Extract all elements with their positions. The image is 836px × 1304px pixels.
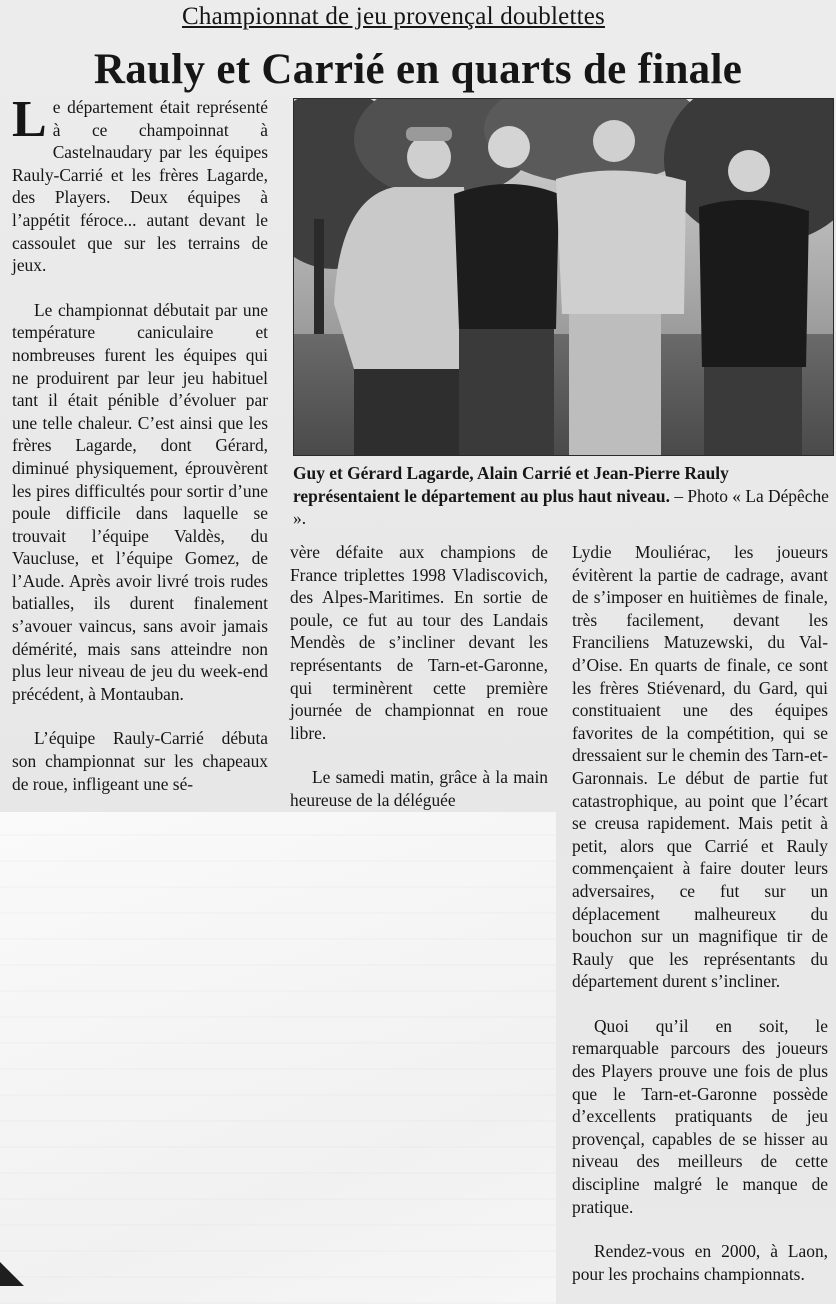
article-kicker: Championnat de jeu provençal doublettes xyxy=(182,3,605,30)
paragraph: Rendez-vous en 2000, à Laon, pour les prochains championnats. xyxy=(572,1241,828,1284)
paragraph xyxy=(12,91,268,277)
paragraph: Le samedi matin, grâce à la main heureuse de la déléguée xyxy=(290,767,548,810)
blank-paper-area xyxy=(0,812,556,1304)
paragraph: Lydie Mouliérac, les joueurs évitèrent la partie de cadrage, avant de s’imposer en huitièmes de finale, très facilement, devant les Franciliens Matuzewski, du Val-d’Oise. En quarts de finale, ce sont les frères Stiévenard, du Gard, qui constituaient une des équipes favorites de la compétition, qui se dressaient sur le chemin des Tarn-et-Garonnais. Le début de partie fut catastrophique, au point que l’écart se creusa rapidement. Mais petit à petit, alors que Carrié et Rauly commençaient à faire douter leurs adversaires, ce fut sur un déplacement malheureux du bouchon sur un magnifique tir de Rauly que les représentants du département durent s’incliner. xyxy=(572,542,828,992)
team-photo xyxy=(293,98,834,456)
team-photo-illustration xyxy=(294,99,833,455)
paragraph: Le championnat débutait par une température caniculaire et nombreuses furent les équipes qui ne produirent par leur jeu habituel tant il était pénible d’évoluer par une telle chaleur. C’est ainsi que les frères Lagarde, dont Gérard, diminué physiquement, éprouvèrent les pires difficultés pour sortir d’une poule difficile dans laquelle se trouvait l’équipe Valdès, du Vaucluse, et l’équipe Gomez, de l’Aude. Après avoir livré trois rudes batialles, ils durent finalement s’avouer vaincus, sans avoir jamais démérité, mais sans atteindre non plus leur niveau de jeu du week-end précédent, à Montauban. xyxy=(12,299,268,704)
corner-mark xyxy=(0,1262,24,1286)
paragraph-text: e département était représenté à ce champoinnat à Castelnaudary par les équipes Rauly-Carrié et les frères Lagarde, des Players. Deux équipes à l’appétit féroce... autant devant le cassoulet que sur les terrains de jeux. xyxy=(12,97,268,276)
photo-credit: – Photo « La Dépêche ». xyxy=(293,485,829,529)
text-column-3 xyxy=(572,541,828,1285)
paragraph: L’équipe Rauly-Carrié débuta son championnat sur les chapeaux de roue, infligeant une sé- xyxy=(12,728,268,794)
paragraph: vère défaite aux champions de France triplettes 1998 Vladiscovich, des Alpes-Maritimes. En sortie de poule, ce fut au tour des Landais Mendès de s’incliner devant les représentants de Tarn-et-Garonne, qui terminèrent cette première journée de championnat en roue libre. xyxy=(290,542,548,743)
drop-cap: L xyxy=(12,91,47,148)
photo-caption xyxy=(293,462,831,530)
caption-text: Guy et Gérard Lagarde, Alain Carrié et Jean-Pierre Rauly représentaient le département au plus haut niveau. xyxy=(293,463,729,506)
article-headline: Rauly et Carrié en quarts de finale xyxy=(93,46,743,93)
text-column-2 xyxy=(290,541,548,812)
text-column-1 xyxy=(12,91,268,795)
paragraph: Quoi qu’il en soit, le remarquable parcours des joueurs des Players prouve une fois de plus que le Tarn-et-Garonne possède d’excellents pratiquants de jeu provençal, capables de se hisser au niveau des meilleurs de cette discipline malgré le manque de pratique. xyxy=(572,1015,828,1217)
